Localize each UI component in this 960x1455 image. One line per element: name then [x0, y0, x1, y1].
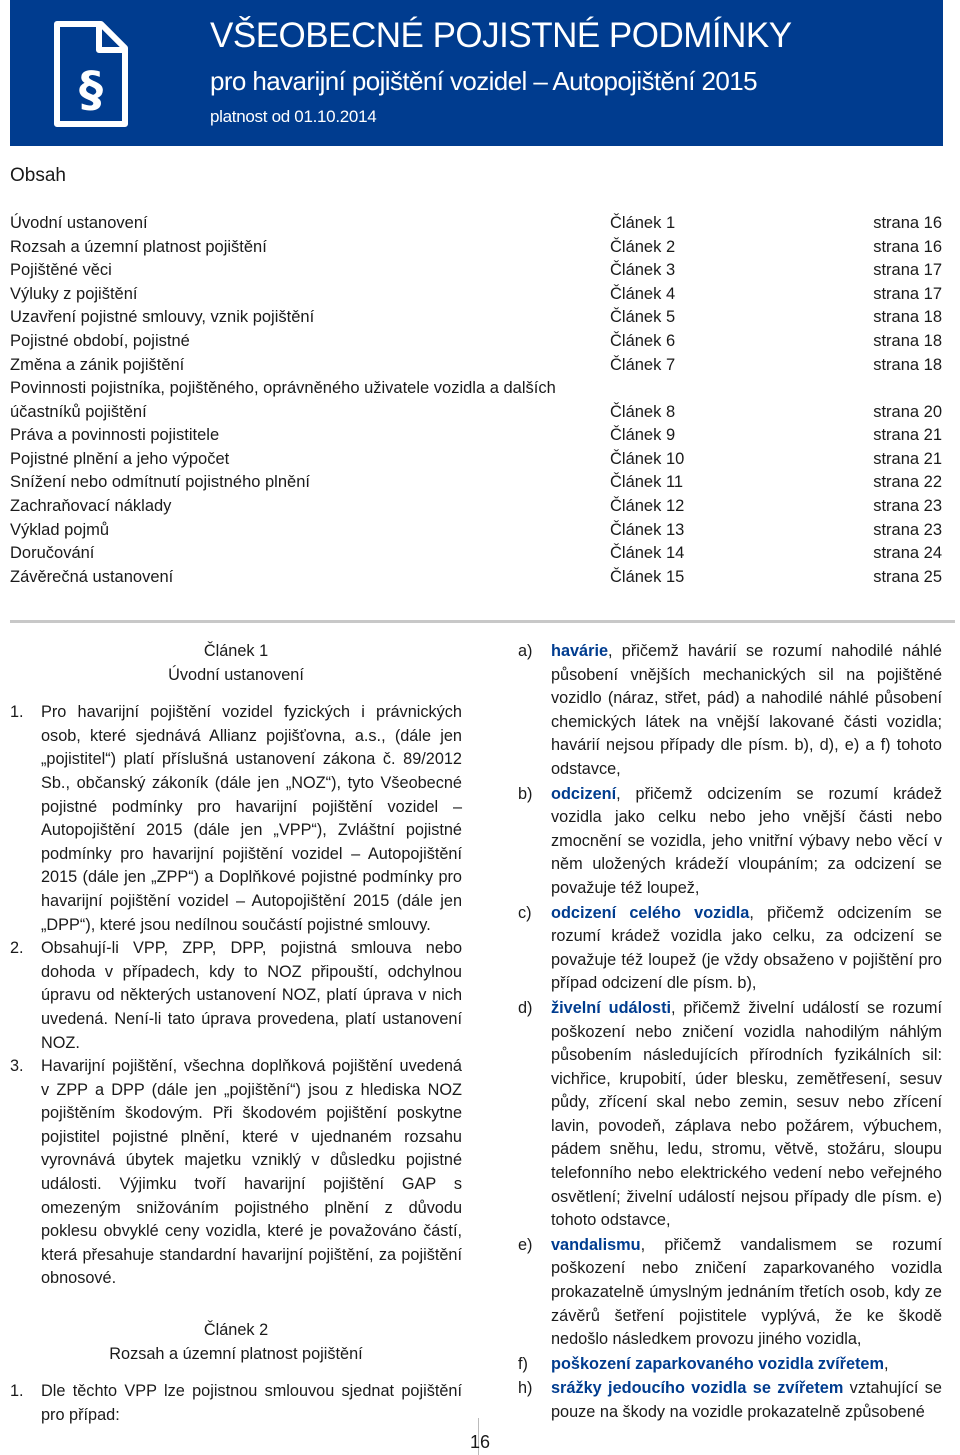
list-item — [518, 783, 942, 901]
defined-term: odcizení celého vozidla — [551, 903, 750, 922]
toc-item-title: Práva a povinnosti pojistitele — [10, 426, 220, 445]
toc-row[interactable] — [10, 424, 942, 448]
defined-term: poškození zaparkovaného vozidla zvířetem — [551, 1354, 884, 1373]
list-item-text: , — [883, 1354, 889, 1373]
svg-text:§: § — [79, 62, 103, 118]
defined-term: odcizení — [551, 784, 617, 803]
list-letter: a) — [518, 642, 533, 660]
toc-item-title: Pojištěné věci — [10, 261, 112, 280]
toc-item-title: Snížení nebo odmítnutí pojistného plnění — [10, 473, 310, 492]
paragraph-number: 1. — [10, 1382, 24, 1401]
right-column — [518, 640, 942, 1426]
list-letter: d) — [518, 998, 533, 1017]
list-item — [518, 902, 942, 996]
toc-item-article: Článek 13 — [610, 520, 685, 539]
defined-term: havárie — [551, 642, 609, 660]
toc-row[interactable] — [10, 377, 942, 424]
list-item-text: , přičemž vandalismem se rozumí poškození nebo zničení zaparkovaného vozidla prokazatelně úmyslným jednáním třetích osob, kdy ze závěrů šetření pojistitele vyplývá, že ke škodě nedošlo následkem provozu jiného vozidla, — [551, 1235, 942, 1349]
list-item-text: vztahující se pouze na škody na vozidle prokazatelně způsobené — [551, 1379, 942, 1421]
toc-row[interactable] — [10, 306, 942, 330]
paragraph-text: Havarijní pojištění, všechna doplňková pojištění uvedená v ZPP a DPP (dále jen „pojištění“) jsou z hlediska NOZ pojištěním škodovým. Při škodovém pojištění poskytne pojistitel pojistné plnění, které v ujednaném rozsahu vyrovnává úbytek majetku vzniklý v důsledku pojistné události. Výjimku tvoří havarijní pojištění GAP s omezeným snižováním pojistného plnění z důvodu poklesu obvyklé ceny vozidla, které je považováno částí, která přesahuje standardní havarijní pojištění, za pojištění obnosové. — [41, 1057, 462, 1288]
toc-item-title: Výluky z pojištění — [10, 284, 138, 303]
validity-date: platnost od 01.10.2014 — [210, 107, 377, 126]
paragraph-text: Obsahují-li VPP, ZPP, DPP, pojistná smlouva nebo dohoda v případech, kdy to NOZ připouští, odchylnou úpravu od některých ustanovení NOZ, platí úprava v nich uvedená. Není-li tato úprava provedena, platí ustanovení NOZ. — [41, 939, 462, 1052]
toc-row[interactable] — [10, 495, 942, 519]
toc-item-page: strana 20 — [873, 402, 942, 421]
toc-row[interactable] — [10, 212, 942, 236]
paragraph-number: 2. — [10, 939, 24, 958]
toc-row[interactable] — [10, 283, 942, 307]
table-of-contents — [10, 212, 942, 589]
toc-item-page: strana 16 — [873, 214, 942, 232]
toc-item-title: Výklad pojmů — [10, 520, 110, 539]
toc-item-article: Článek 15 — [610, 567, 685, 586]
toc-item-page: strana 23 — [873, 520, 942, 539]
toc-item-article: Článek 5 — [610, 308, 676, 327]
toc-item-article: Článek 3 — [610, 261, 676, 280]
defined-term: vandalismu — [551, 1235, 641, 1254]
toc-item-page: strana 24 — [873, 544, 942, 563]
toc-row[interactable] — [10, 471, 942, 495]
toc-row[interactable] — [10, 542, 942, 566]
article-1-heading: Článek 1 — [203, 642, 269, 660]
section-divider — [10, 620, 955, 623]
toc-item-page: strana 21 — [873, 426, 942, 445]
paragraph-text: Pro havarijní pojištění vozidel fyzických i právnických osob, které sjednává Allianz pojišťovna, a.s., (dále jen „pojistitel“) platí příslušná ustanovení zákona č. 89/2012 Sb., občanský zákoník (dále jen „NOZ“), tyto Všeobecné pojistné podmínky pro havarijní pojištění vozidel – Autopojištění 2015 (dále jen „VPP“), Zvláštní pojistné podmínky pro havarijní pojištění vozidel – Autopojištění 2015 (dále jen „ZPP“) a Doplňkové pojistné podmínky pro havarijní pojištění vozidel – Autopojištění 2015 (dále jen „DPP“), které jsou nedílnou součástí pojistné smlouvy. — [41, 703, 462, 934]
toc-item-page: strana 17 — [873, 284, 942, 303]
document-header — [10, 0, 943, 146]
toc-item-article: Článek 6 — [610, 331, 676, 350]
toc-item-title: Doručování — [10, 544, 95, 563]
list-letter: c) — [518, 903, 532, 922]
toc-heading: Obsah — [10, 165, 66, 186]
paragraph-number: 1. — [10, 703, 24, 722]
list-item — [518, 1353, 942, 1377]
list-item — [518, 640, 942, 782]
toc-item-title: Změna a zánik pojištění — [10, 355, 185, 374]
toc-item-title: Úvodní ustanovení — [10, 214, 148, 232]
toc-item-page: strana 21 — [873, 449, 942, 468]
toc-item-article: Článek 12 — [610, 496, 685, 515]
toc-item-article: Článek 4 — [610, 284, 676, 303]
document-title: VŠEOBECNÉ POJISTNÉ PODMÍNKY — [210, 16, 792, 55]
toc-item-article: Článek 9 — [610, 426, 676, 445]
toc-item-title: Zachraňovací náklady — [10, 496, 172, 515]
toc-item-title: Povinnosti pojistníka, pojištěného, oprávněného uživatele vozidla a dalších účastníků pojištění — [10, 379, 556, 421]
defined-term: srážky jedoucího vozidla se zvířetem — [551, 1379, 844, 1398]
article-1-title: Úvodní ustanovení — [168, 665, 304, 684]
article-1-paragraph — [10, 937, 462, 1055]
left-column — [10, 640, 462, 1427]
toc-row[interactable] — [10, 259, 942, 283]
toc-item-page: strana 25 — [873, 567, 942, 586]
toc-row[interactable] — [10, 519, 942, 543]
article-1-paragraph — [10, 701, 462, 937]
list-letter: h) — [518, 1379, 533, 1398]
toc-item-article: Článek 11 — [610, 473, 684, 492]
toc-row[interactable] — [10, 236, 942, 260]
list-letter: e) — [518, 1235, 533, 1254]
list-item-text: , přičemž havárií se rozumí nahodilé náhlé působení vnějších mechanických sil na pojištěné vozidlo (náraz, střet, pád) a nahodilé náhlé působení chemických látek na vnější lakované části vozidla; havárií nejsou případy dle písm. b), d), e) a f) tohoto odstavce, — [551, 642, 942, 778]
toc-item-page: strana 22 — [873, 473, 942, 492]
list-item-text: , přičemž odcizením se rozumí krádež vozidla jako celku, za odcizení se považuje též loupež (je vždy obsaženo v pojištění pro případ odcizení dle písm. b), — [551, 903, 942, 993]
toc-row[interactable] — [10, 330, 942, 354]
document-subtitle: pro havarijní pojištění vozidel – Autopojištění 2015 — [210, 66, 757, 96]
toc-item-page: strana 18 — [873, 308, 942, 327]
toc-item-article: Článek 14 — [610, 544, 685, 563]
toc-row[interactable] — [10, 354, 942, 378]
list-item — [518, 1377, 942, 1424]
defined-term: živelní události — [551, 998, 672, 1017]
paragraph-text: Dle těchto VPP lze pojistnou smlouvou sjednat pojištění pro případ: — [41, 1382, 462, 1424]
toc-item-article: Článek 8 — [610, 402, 676, 421]
toc-item-title: Uzavření pojistné smlouvy, vznik pojištění — [10, 308, 315, 327]
list-item-text: , přičemž odcizením se rozumí krádež vozidla jako celku nebo jeho vnější části nebo zmocnění se vozidla, jeho vnitřní výbavy nebo věcí v něm uložených krádeží vloupáním; za odcizení se považuje též loupež, — [551, 784, 942, 897]
toc-item-page: strana 23 — [873, 496, 942, 515]
toc-item-page: strana 18 — [873, 331, 942, 350]
toc-item-title: Rozsah a územní platnost pojištění — [10, 237, 267, 256]
toc-item-page: strana 17 — [873, 261, 942, 280]
page-number: 16 — [469, 1432, 491, 1452]
article-2-paragraph — [10, 1380, 462, 1427]
document-paragraph-icon — [51, 20, 131, 130]
toc-item-title: Pojistné období, pojistné — [10, 331, 190, 350]
list-item — [518, 1234, 942, 1352]
toc-row[interactable] — [10, 448, 942, 472]
toc-item-page: strana 18 — [873, 355, 942, 374]
toc-item-title: Pojistné plnění a jeho výpočet — [10, 449, 230, 468]
list-letter: b) — [518, 784, 533, 803]
toc-item-article: Článek 10 — [610, 449, 685, 468]
toc-item-article: Článek 7 — [610, 355, 676, 374]
toc-item-page: strana 16 — [873, 237, 942, 256]
toc-item-article: Článek 2 — [610, 237, 676, 256]
toc-item-article: Článek 1 — [610, 214, 676, 232]
toc-row[interactable] — [10, 566, 942, 590]
article-1-paragraph — [10, 1055, 462, 1291]
list-item — [518, 997, 942, 1233]
paragraph-number: 3. — [10, 1057, 24, 1076]
article-2-title: Rozsah a územní platnost pojištění — [109, 1344, 363, 1363]
article-2-heading: Článek 2 — [203, 1321, 269, 1340]
toc-item-title: Závěrečná ustanovení — [10, 567, 174, 586]
list-letter: f) — [518, 1354, 528, 1373]
list-item-text: , přičemž živelní událostí se rozumí poškození nebo zničení vozidla nahodilým náhlým působením následujících přírodních fyzikálních sil: vichřice, krupobití, úder blesku, zemětřesení, sesuv půdy, zřícení skal nebo zemin, sesuv nebo zřícení lavin, povodeň, záplava nebo požárem, výbuchem, pádem sněhu, ledu, stromu, větvě, stožáru, sloupu telefonního nebo elektrického vedení nebo veřejného osvětlení; živelní událostí nejsou případy dle písm. e) tohoto odstavce, — [551, 998, 942, 1230]
